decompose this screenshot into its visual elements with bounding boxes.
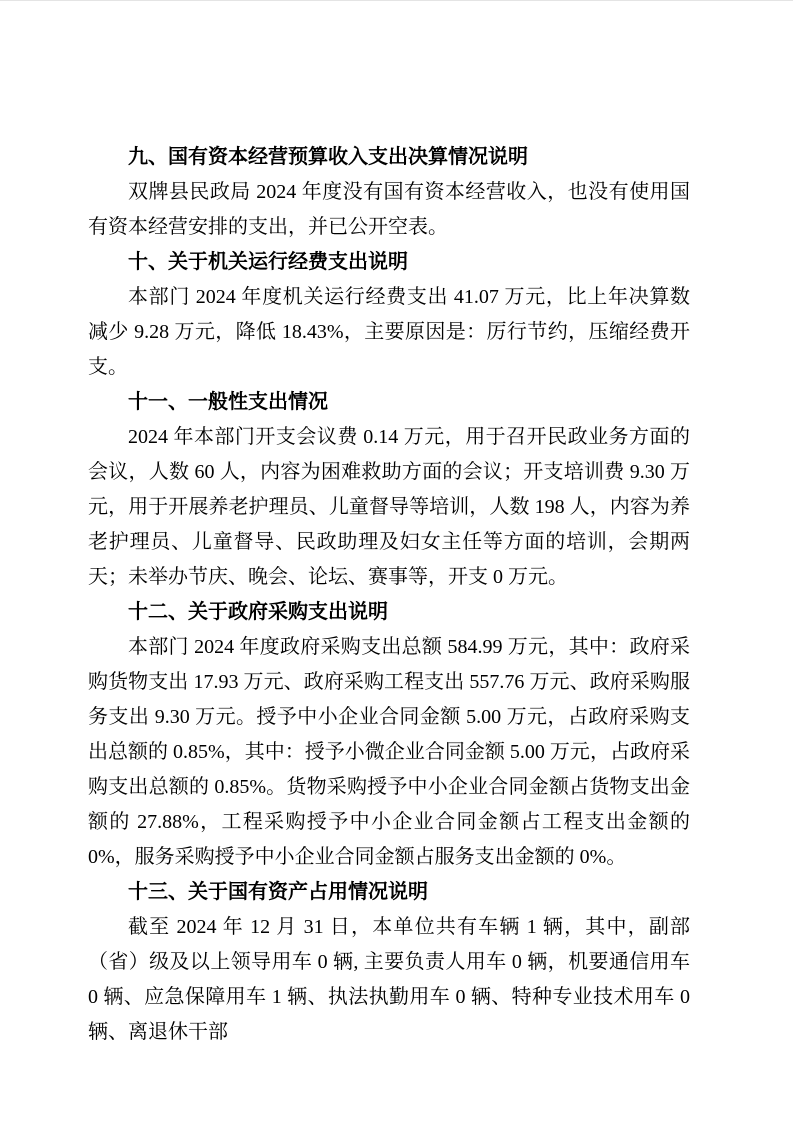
section-11-paragraph: 2024 年本部门开支会议费 0.14 万元，用于召开民政业务方面的会议，人数 60 人，内容为困难救助方面的会议；开支培训费 9.30 万元，用于开展养老护理员、儿童督导等培训，人数 198 人，内容为养老护理员、儿童督导、民政助理及妇女主任等方面的培训，会期两天；未举办节庆、晚会、论坛、赛事等，开支 0 万元。: [88, 426, 690, 588]
page-top-edge: [0, 0, 793, 1]
document-body: [88, 140, 690, 1050]
section-9-heading: 九、国有资本经营预算收入支出决算情况说明: [128, 146, 528, 168]
section-9-paragraph: 双牌县民政局 2024 年度没有国有资本经营收入，也没有使用国有资本经营安排的支出，并已公开空表。: [88, 181, 690, 238]
section-11-heading: 十一、一般性支出情况: [128, 391, 328, 413]
section-12-heading: 十二、关于政府采购支出说明: [128, 601, 388, 623]
section-13-paragraph: 截至 2024 年 12 月 31 日，本单位共有车辆 1 辆，其中，副部（省）级及以上领导用车 0 辆, 主要负责人用车 0 辆，机要通信用车 0 辆、应急保障用车 1 辆、执法执勤用车 0 辆、特种专业技术用车 0 辆、离退休干部: [88, 916, 690, 1043]
section-10-paragraph: 本部门 2024 年度机关运行经费支出 41.07 万元，比上年决算数减少 9.28 万元，降低 18.43%，主要原因是：厉行节约，压缩经费开支。: [88, 286, 690, 378]
section-13-heading: 十三、关于国有资产占用情况说明: [128, 881, 428, 903]
section-10-heading: 十、关于机关运行经费支出说明: [128, 251, 408, 273]
section-12-paragraph: 本部门 2024 年度政府采购支出总额 584.99 万元，其中：政府采购货物支出 17.93 万元、政府采购工程支出 557.76 万元、政府采购服务支出 9.30 万元。授予中小企业合同金额 5.00 万元，占政府采购支出总额的 0.85%，其中：授予小微企业合同金额 5.00 万元，占政府采购支出总额的 0.85%。货物采购授予中小企业合同金额占货物支出金额的 27.88%，工程采购授予中小企业合同金额占工程支出金额的 0%，服务采购授予中小企业合同金额占服务支出金额的 0%。: [88, 636, 690, 868]
